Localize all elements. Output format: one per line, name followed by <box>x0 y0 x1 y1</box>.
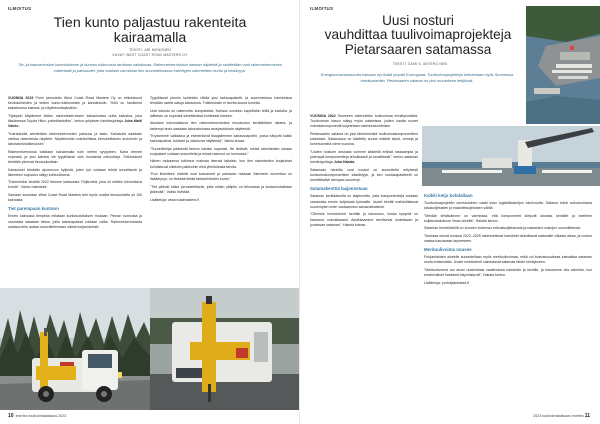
paragraph: "Tiet pitävät tutkia perusteellisesti, jotta niiden ylläpito on tehokasta ja kustannuksiltaan järkevää", Vainio tiivistää. <box>150 184 292 194</box>
article-title <box>312 14 524 57</box>
section-tag: ILMOITUS <box>8 6 32 11</box>
title-line: vauhdittaa tuulivoimaprojekteja <box>324 27 512 43</box>
subheading: Kaikki ketju kohdallaan <box>424 193 473 198</box>
title-line: kairaamalla <box>113 29 187 46</box>
paragraph: "Kun liikenteen määrät ovat kasvaneet ja painavan raskaan liikenteen kuormitus on lisääntynyt, on tärkeää tietää tarkasti tiestön kunto." <box>150 171 292 182</box>
lead-paragraph: Tie- ja katuverkoston kuntotuloksen ja kunnon tutkimusta tarvitaan kaikaksiaa. Rakennekerroksista otetaan näytteitä ja selvitetään ovat rakennekerroksen materiaalit ja paksuudet, jotta voidaan varmistaa tien suunnitelmassa esitettyjen rakenteiden kunto ja kestävyys. <box>17 62 283 73</box>
drill-truck-photo <box>0 288 150 410</box>
text-column-2 <box>424 190 592 410</box>
person-name: Juha Hakala <box>333 160 355 165</box>
lead-in: VUONNA 2019 <box>8 96 34 100</box>
lead-in: VUOSINA 2022 <box>310 114 336 118</box>
title-line: Pietarsaaren satamassa <box>344 41 492 57</box>
paragraph: Ennen kairausta tienpinta mitataan kuntoluokituksen mukaan. Pinnan kunnosta ja vaurioista saadaan tietoa, joilla kairauspaikat voidaan valita. Rakennekerroksista saatava tieto auttaa suunnittelemaan oikeat korjaustoimet. <box>8 214 142 229</box>
paragraph: "Uuden nosturin ansiosta voimme käsitellä entistä raskaampia ja pidempiä komponentteja tehokkaasti ja turvallisesti", kertoo sataman toimitusjohtaja Juha Hakala. <box>310 149 418 165</box>
paragraph: Tyypillisesti pieniin kohteisiin riittää yksi kairauspaketti, ja suuremmissa hankkeissa tehdään useita satoja kairauksia. Tutkimuksiin ei tarvita suuria koneita. <box>150 96 292 106</box>
paragraph: Sataman kenttäalueita on laajennettu, jotta komponentteja voidaan varastoida ennen kuljetusta työmaille. Uudet kentät mahdollistavat suurempien erien vastaanoton samanaikaisesti. <box>310 194 418 209</box>
paragraph: Hänen mukaansa tutkimus maksaa itsensä takaisin, kun tien rakenteiden korjaukset kohdistuvat oikeisiin paikkoihin eikä ylimitoitusta tarvita. <box>150 159 292 169</box>
page-number: 11 <box>584 413 590 419</box>
page-footer <box>533 413 592 419</box>
crane-photo <box>422 126 600 186</box>
paragraph: "Kairauksilla selvitetään rakennekerrosten paksuus ja laatu. Kalustolla saadaan otettua rakenteista näytteet. Näytteenotto mahdollistaa kerroksittaisen arvioinnin ja laboratoriotutkimukset." <box>8 131 142 147</box>
paragraph: "Kryssimme vaikkaina ja esimerkkinä tilaajallemme kairausraportin, jossa näkyvät kaikki kairauspaikat, tulokset ja valokuvat näytteistä", Vainio kuvaa. <box>150 133 292 144</box>
byline-photos: KUVAT: WEST COAST ROAD MASTERS OY <box>112 52 188 57</box>
text-column-1 <box>310 114 418 410</box>
source-link: Lisätietoja: www.roadmasters.fi <box>150 198 199 203</box>
paragraph: Uusi kalusto on rakennettu kompaktiksi. Kairaus onnistuu kapeillakin teillä ja kaduilla, ja laitteisto on nopeasti siirrettävissä kohteesta toiseen. <box>150 108 292 118</box>
paragraph: Rakennekerroksia tutkitaan kairaamalla noin metrin syvyyteen. Kaira etenee nopeasti, ja yksi kairaus vie tyypillisesti vain muutamia minuutteja. Tutkimukset tehdään yleensä tieosuuksittain. <box>8 149 142 165</box>
source-link: Lisätietoja: portofjakobstad.fi <box>424 281 469 286</box>
crane-illustration <box>422 126 600 186</box>
right-page <box>300 0 600 424</box>
drill-closeup-photo <box>150 288 300 410</box>
paragraph: Satamaan hankittu uusi nosturi on suunniteltu erityisesti tuulivoimakomponenttien käsittelyyn, ja sen nostokapasiteetti on merkittävästi aiempaa suurempi. <box>310 167 418 183</box>
paragraph: Kairaukset tehdään ajoneuvon kyljestä, joten työ voidaan tehdä turvallisesti ja liikenteen sujuvuus säilyy kohtuullisena. <box>8 167 142 177</box>
byline <box>40 48 260 58</box>
title-line: Tien kunto paljastuu rakenteita <box>53 15 247 31</box>
paragraph: VUONNA 2019 Porin perustettu West Coast Road Masters Oy on erikoistunut tieolosuhteiden ja teiden kunto-tutkimuksiin ja kartoituksiin. Yhtiö on hankkinut kalustoonsa kairaus- ja näytteenottoyksikön. <box>8 96 142 111</box>
article-title <box>20 16 280 46</box>
page-number: 10 <box>8 413 14 419</box>
page-footer <box>8 413 66 419</box>
paragraph: Sataman henkilöstöllä on vuosien kokemus erikoiskuljetuksista ja raskaiden nostojen suunnittelusta. <box>424 226 581 231</box>
paragraph: "Olemme investoineet kenttiin ja kalustoon, koska kysyntä on kasvanut voimakkaasti. Asiakkaamme tarvitsevat luotettavan ja joustavan sataman", Hakala toteaa. <box>310 212 418 227</box>
paragraph: "Suunnittelijat pääsevät tietoon käsiksi nopeasti. He tietävät, minkä rakenteiden varaan korjaukset voidaan suunnitella ja missä rakenne on kunnossa." <box>150 146 292 156</box>
text-column-1 <box>8 96 142 282</box>
subheading: Tiet parempaan kuntoon <box>8 206 59 212</box>
paragraph: Pietarsaaren satama on yksi tärkeimmistä tuulivoimakomponenttien satamista. Satamassa on käsitelty suuria määriä siipiä, torneja ja konehuoneita viime vuosina. <box>310 131 418 147</box>
drill-closeup-illustration <box>150 288 300 410</box>
magazine-name: 2023 tuulivoimakatsaus enertec <box>533 414 584 418</box>
section-tag: ILMOITUS <box>310 6 334 11</box>
paragraph: "Meidän tehtävämme on varmistaa, että komponentit siirtyvät laivasta kentälle ja edelleen kuljetuskalustoon ilman viiveitä", Hakala kertoo. <box>424 213 592 223</box>
lead-paragraph: Energiaomavaraisuutta haluaan nyt lisätä ympäri Eurooppaa. Tuulivoimaprojekteja toteutetaan myös Suomessa ennätystahtiin. Pietarsaaren satama on yksi muutoksen tekijöistä. <box>320 72 514 83</box>
paragraph: Tuulivoimaprojektin onnistuminen vaatii koko logistiikkaketjun toimivuutta. Satama toimii solmukohtana laivakuljetusten ja maantiekuljetusten välillä. <box>424 201 592 211</box>
byline-text: TEKSTI: ARI MONONEN <box>129 48 171 52</box>
paragraph: "Esimerkiksi kesällä 2022 teimme kairauksia Ylöjärvellä, joka oli erittäin kiinnostava kohde", Vainio mainitsee. <box>8 180 142 190</box>
port-aerial-illustration <box>526 6 600 124</box>
subheading: Satamakenttiä laajennetaan <box>310 186 368 192</box>
paragraph: "Nykyisin käytämme teiden rakennekerroksen kairauksissa uutta kalustoa, joka tilauksessa Toyota Hilux -pakettiautoihin", kertoo yrityksen toimitusjohtaja Juha-Matti Vainio. <box>8 113 142 129</box>
magazine-name: enertec tuulivoimakatsaus 2023 <box>15 414 67 418</box>
port-aerial-photo <box>526 6 600 124</box>
paragraph: Pohjanlahden alueelle suunnitellaan myös merituulivoimaa, mikä voi tulevaisuudessa kasvattaa sataman roolia entisestään. Uudet investoinnit valmistavat satamaa tähän kehitykseen. <box>424 255 592 265</box>
paragraph: Alustava kokonaiskuva tien rakennekerroksista muodostuu kenttätöiden aikana, ja tarkempi arvio saadaan laboratoriossa analysoiduista näytteistä. <box>150 121 292 131</box>
title-line: Uusi nosturi <box>382 13 454 28</box>
subheading: Merituulivoima nousee <box>424 247 472 253</box>
paragraph: VUOSINA 2022 Suomeen rakennettiin tuulivoimaa ennätysmäärä. Tuulivoiman kasvu näkyy myös satamissa, joiden kautta suuret voimalakomponentit kuljetetaan rakennuskohteisiin. <box>310 114 418 129</box>
person-name: Juha-Matti Vainio <box>8 119 142 129</box>
byline: TEKSTI: SAMI S. ANTERO NEN <box>392 62 448 66</box>
paragraph: Tiedossa olevat vuosina 2022–2025 rakennettavat hankkeet tarkoittavat satamalle vilkasta aikaa, ja nosturi vastaa kasvavaan tarpeeseen. <box>424 233 592 243</box>
drill-truck-illustration <box>0 288 150 410</box>
text-column-2 <box>150 96 292 286</box>
paragraph: "Merituulivoima tuo aivan uudenlaisia vaatimuksia kalustolle ja kentille, ja haluamme olla valmiina, kun ensimmäiset hankkeet käynnistyvät", Hakala kertoo. <box>424 267 592 278</box>
paragraph: Samaan suuntaan West Coast Road Masters teki myös uusilta tieosuuksilta yli 100 kairausta. <box>8 192 142 203</box>
